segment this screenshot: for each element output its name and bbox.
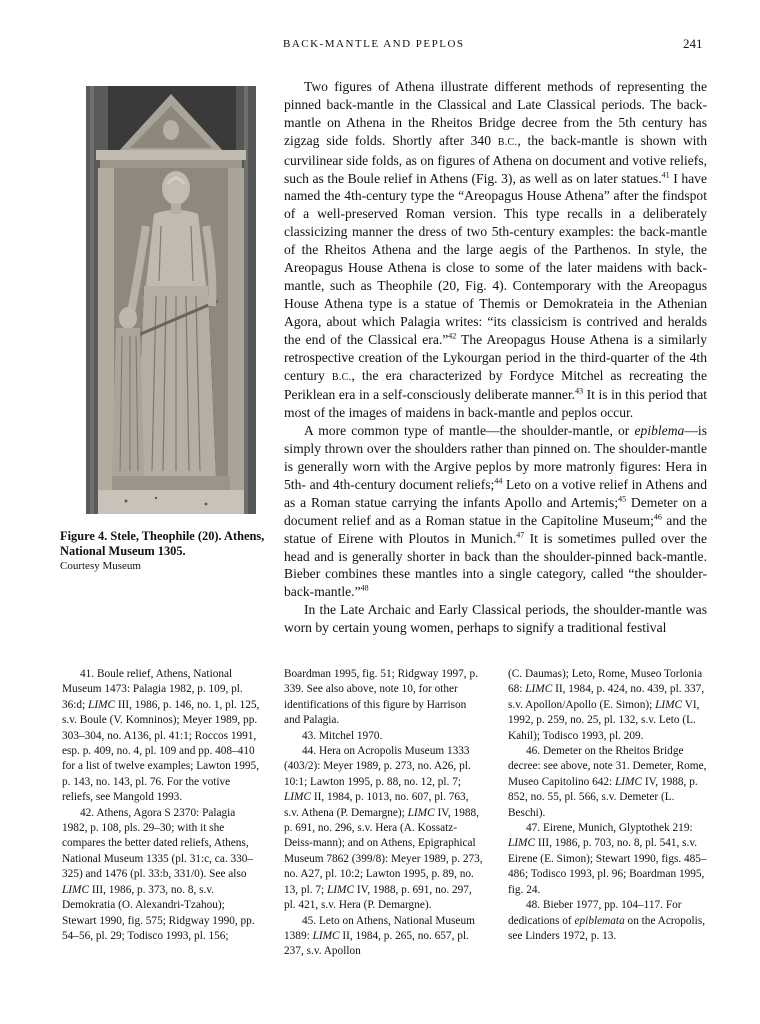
footnote-41: 41. Boule relief, Athens, National Museum 1473: Palagia 1982, p. 109, pl. 36:d; LIMC III, 1986, p. 146, no. 1, pl. 125, s.v. Boule (V. Komninos); Meyer 1989, pp. 303–304, no. A136, pl. 41:1; Roccos 1991, esp. p. 409, no. 4, pl. 109 and pp. 408–410 for a list of twelve examples; Lawton 1995, p. 143, no. 143, pl. 76. For the votive reliefs, see Mangold 1993. (62, 668, 260, 804)
main-text (284, 78, 707, 637)
footnote-ref-44[interactable]: 44 (494, 476, 503, 486)
footnotes-column-1 (62, 667, 262, 944)
footnote-45-continued: (C. Daumas); Leto, Rome, Museo Torlonia 68: LIMC II, 1984, p. 424, no. 439, pl. 337, s.v. Apollon/Apollo (E. Simon); LIMC VI, 1992, p. 259, no. 25, pl. 132, s.v. Leto (L. Kahil); Todisco 1993, pl. 209. (508, 668, 705, 742)
footnote-43: 43. Mitchel 1970. (302, 729, 383, 742)
footnote-ref-45[interactable]: 45 (618, 494, 627, 504)
footnote-ref-43[interactable]: 43 (575, 386, 584, 396)
stele-photograph (86, 86, 256, 514)
footnote-ref-46[interactable]: 46 (653, 512, 662, 522)
footnote-ref-41[interactable]: 41 (661, 170, 670, 179)
paragraph-3: In the Late Archaic and Early Classical periods, the shoulder-mantle was worn by certain young women, perhaps to signify a traditional festival (284, 602, 707, 636)
footnote-42-continued: Boardman 1995, fig. 51; Ridgway 1997, p. 339. See also above, note 10, for other identifications of this figure by Harrison and Palagia. (284, 668, 478, 727)
figure-caption (60, 529, 265, 573)
footnotes-column-3 (508, 667, 708, 944)
footnote-44: 44. Hera on Acropolis Museum 1333 (403/2): Meyer 1989, p. 273, no. A26, pl. 10:1; Lawton 1995, p. 88, no. 12, pl. 7; LIMC II, 1984, p. 1013, no. 607, pl. 763, s.v. Athena (P. Demargne); LIMC IV, 1988, p. 691, no. 296, s.v. Hera (A. Kossatz-Deiss-mann); and on Athens, Epigraphical Museum 7862 (399/8): Meyer 1989, p. 273, no. A27, pl. 10:2; Lawton 1995, p. 89, no. 13, pl. 7; LIMC IV, 1988, p. 691, no. 297, pl. 421, s.v. Hera (P. Demargne). (284, 745, 483, 912)
paragraph-2: A more common type of mantle—the shoulder-mantle, or epiblema—is simply thrown over the shoulders rather than pinned on. The shoulder-mantle is generally worn with the Argive peplos by more matronly figures: Hera in 5th- and 4th-century document reliefs;$^{44}$ Leto on a votive relief in Athens and as a Roman statue carrying the infants Apollo and Artemis;$^{45}$ Demeter on a document relief and as a Roman statue in the Capitoline Museum;$^{46}$ and the statue of Eirene with Ploutos in Munich.$^{47}$ It is sometimes pulled over the head and is generally shorter in back than the shoulder-pinned back-mantle. Bieber combines these mantles into a single category, called “the shoulder-back-mantle.”$^{48}$ (284, 423, 708, 600)
footnote-ref-48[interactable]: 48 (360, 583, 369, 593)
page-number: 241 (683, 36, 703, 51)
footnote-42: 42. Athens, Agora S 2370: Palagia 1982, p. 108, pls. 29–30; with it she compares the better dated reliefs, Athens, National Museum 1335 (pl. 31:c, ca. 330–325) and 1476 (pl. 33:b, 331/0). See also LIMC III, 1986, p. 373, no. 8, s.v. Demokratia (O. Alexandri-Tzahou); Stewart 1990, fig. 575; Ridgway 1990, pp. 54–56, pl. 29; Todisco 1993, pl. 156; (62, 806, 255, 942)
footnote-45: 45. Leto on Athens, National Museum 1389: LIMC II, 1984, p. 265, no. 657, pl. 237, s.v. Apollon (284, 914, 475, 958)
footnote-47: 47. Eirene, Munich, Glyptothek 219: LIMC III, 1986, p. 703, no. 8, pl. 541, s.v. Eirene (E. Simon); Stewart 1990, figs. 485–486; Todisco 1993, pl. 96; Boardman 1995, fig. 24. (508, 822, 707, 896)
footnote-46: 46. Demeter on the Rheitos Bridge decree: see above, note 31. Demeter, Rome, Museo Capitolino 642: LIMC IV, 1988, p. 852, no. 55, pl. 566, s.v. Demeter (L. Beschi). (508, 745, 707, 819)
paragraph-1: Two figures of Athena illustrate different methods of representing the pinned back-mantle in the Classical and Late Classical periods. The back-mantle on Athena in the Rheitos Bridge decree from the 5th century has zigzag side folds. Shortly after 340 B.C., the back-mantle is shown with curvilinear side folds, as on figures of Athena on document and votive reliefs, such as the Boule relief in Athens (Fig. 3), as well as on later statues.$^{41}$ I have named the 4th-century type the “Areopagus House Athena” after the findspot of a well-preserved Roman version. This type recalls in a deliberately classicizing manner the dress of two 5th-century examples: the back-mantle of the Rheitos Athena and the large aegis of the Parthenos. In style, the Areopagus House Athena is close to some of the later maidens with back-mantle, such as Theophile (20, Fig. 4). Contemporary with the Areopagus House Athena type is a statue of Themis or Demokrateia in the Athenian Agora, about which Palagia writes: “its classicism is contrived and heralds the end of the Classical era.”$^{42}$ The Areopagus House Athena is a similarly retrospective creation of the Lykourgan period in the third-quarter of the 4th century B.C., the era characterized by Fordyce Mitchel as recreating the Periklean era in a self-consciously deliberate manner.$^{43}$ It is in this period that most of the images of maidens in back-mantle and peplos occur. (284, 79, 708, 421)
running-head: BACK-MANTLE AND PEPLOS (283, 38, 465, 50)
footnote-48: 48. Bieber 1977, pp. 104–117. For dedications of epiblemata on the Acropolis, see Linders 1972, p. 13. (508, 899, 706, 942)
page-header (0, 36, 760, 56)
caption-title: Figure 4. Stele, Theophile (20). Athens, National Museum 1305. (60, 529, 265, 558)
footnotes-column-2 (284, 667, 484, 960)
caption-credit: Courtesy Museum (60, 560, 141, 572)
footnote-ref-47[interactable]: 47 (516, 530, 525, 540)
footnote-ref-42[interactable]: 42 (448, 331, 457, 341)
